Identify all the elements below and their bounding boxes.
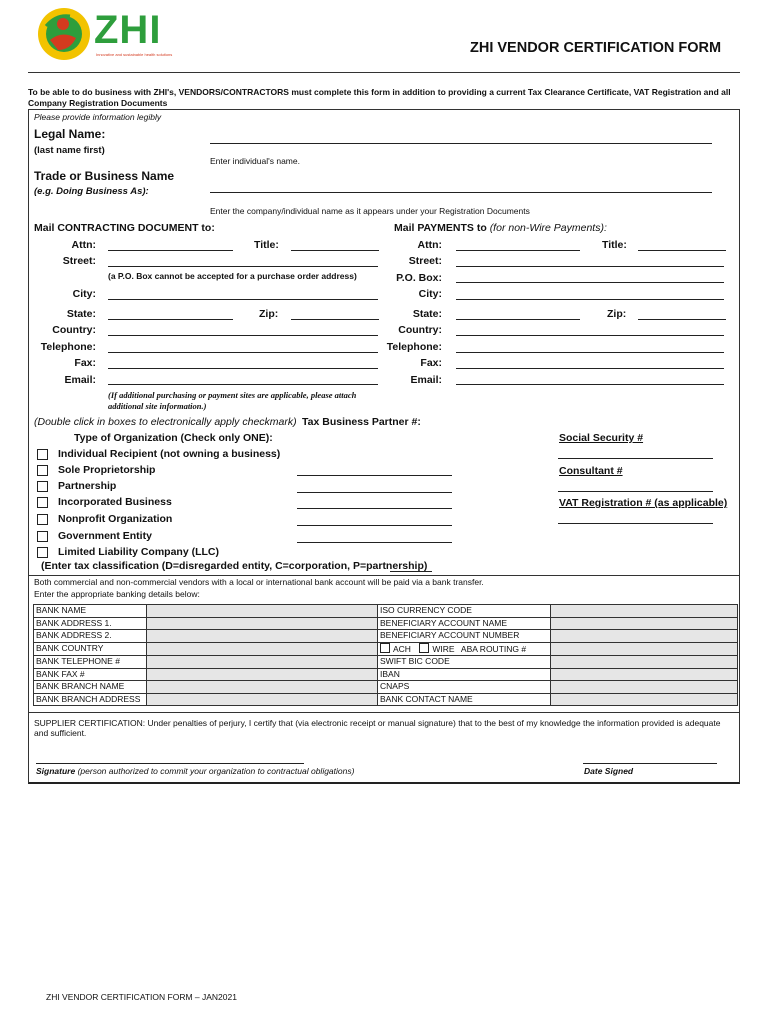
bank-left-label: BANK COUNTRY bbox=[34, 642, 147, 656]
payments-heading-note: (for non-Wire Payments): bbox=[489, 222, 607, 234]
bank-right-value[interactable] bbox=[551, 605, 738, 618]
p-city-label: City: bbox=[418, 288, 442, 300]
bank-left-value[interactable] bbox=[147, 656, 378, 669]
org-option-individual: Individual Recipient (not owning a business) bbox=[58, 448, 281, 460]
org-option-nonprofit: Nonprofit Organization bbox=[58, 513, 173, 525]
tax-partner-field-5[interactable] bbox=[297, 542, 452, 543]
llc-tax-field[interactable] bbox=[390, 571, 432, 572]
bank-table-row bbox=[34, 656, 738, 669]
p-telephone-label: Telephone: bbox=[386, 341, 442, 353]
c-city-field[interactable] bbox=[108, 299, 378, 300]
date-signed-label: Date Signed bbox=[584, 766, 634, 776]
aba-label: ABA ROUTING # bbox=[460, 643, 527, 654]
c-city-label: City: bbox=[72, 288, 96, 300]
c-street-label: Street: bbox=[62, 255, 96, 267]
bank-table-row bbox=[34, 617, 738, 630]
tax-partner-field-4[interactable] bbox=[297, 525, 452, 526]
trade-name-label: Trade or Business Name bbox=[34, 169, 175, 183]
date-signed-field[interactable] bbox=[583, 763, 717, 764]
org-checkbox-government[interactable] bbox=[37, 531, 48, 542]
c-email-label: Email: bbox=[64, 374, 96, 386]
p-state-field[interactable] bbox=[456, 319, 580, 320]
po-note: (a P.O. Box cannot be accepted for a purchase order address) bbox=[108, 271, 357, 281]
llc-tax-note: (Enter tax classification (D=disregarded entity, C=corporation, P=partnership) bbox=[41, 560, 428, 572]
contracting-heading: Mail CONTRACTING DOCUMENT to: bbox=[34, 222, 215, 234]
p-street-label: Street: bbox=[408, 255, 442, 267]
org-option-incorporated: Incorporated Business bbox=[58, 496, 172, 508]
bank-right-label: BENEFICIARY ACCOUNT NAME bbox=[378, 617, 551, 630]
org-checkbox-partnership[interactable] bbox=[37, 481, 48, 492]
org-checkbox-incorporated[interactable] bbox=[37, 497, 48, 508]
p-state-label: State: bbox=[412, 308, 442, 320]
signature-field[interactable] bbox=[36, 763, 304, 764]
bank-right-value[interactable] bbox=[551, 630, 738, 643]
tax-partner-field-2[interactable] bbox=[297, 492, 452, 493]
p-fax-field[interactable] bbox=[456, 368, 724, 369]
logo-mark bbox=[36, 6, 96, 62]
c-title-field[interactable] bbox=[291, 250, 379, 251]
bank-left-value[interactable] bbox=[147, 681, 378, 694]
bank-left-value[interactable] bbox=[147, 693, 378, 706]
c-fax-field[interactable] bbox=[108, 368, 378, 369]
payments-heading bbox=[394, 222, 607, 234]
bank-right-label: IBAN bbox=[378, 668, 551, 681]
c-telephone-label: Telephone: bbox=[40, 341, 96, 353]
bank-table-row bbox=[34, 668, 738, 681]
bank-right-label: ISO CURRENCY CODE bbox=[378, 605, 551, 618]
cert-text: SUPPLIER CERTIFICATION: Under penalties of perjury, I certify that (via electronic receipt or manual signature) that to the best of my knowledge the information provided is adequate and sufficient. bbox=[34, 718, 721, 738]
p-email-label: Email: bbox=[410, 374, 442, 386]
bank-right-label: BENEFICIARY ACCOUNT NUMBER bbox=[378, 630, 551, 643]
c-country-field[interactable] bbox=[108, 335, 378, 336]
additional-sites-note: (If additional purchasing or payment sites are applicable, please attach additional site information.) bbox=[108, 390, 357, 411]
ssn-label-text: Social Security # bbox=[559, 432, 644, 444]
tax-partner-field-1[interactable] bbox=[297, 475, 452, 476]
c-street-field[interactable] bbox=[108, 266, 378, 267]
vat-label-text: VAT Registration # (as applicable) bbox=[559, 497, 728, 509]
org-type-label: Type of Organization (Check only ONE): bbox=[74, 432, 273, 444]
bank-left-value[interactable] bbox=[147, 630, 378, 643]
bank-left-value[interactable] bbox=[147, 668, 378, 681]
bank-right-label bbox=[378, 642, 551, 656]
trade-name-field[interactable] bbox=[210, 192, 712, 193]
dba-label: (e.g. Doing Business As): bbox=[34, 186, 149, 197]
bank-intro-1: Both commercial and non-commercial vendors with a local or international bank account will be paid via a bank transfer. bbox=[34, 577, 484, 587]
p-street-field[interactable] bbox=[456, 266, 724, 267]
bank-table-row bbox=[34, 605, 738, 618]
c-email-field[interactable] bbox=[108, 384, 378, 385]
p-zip-label: Zip: bbox=[607, 308, 627, 320]
org-checkbox-individual[interactable] bbox=[37, 449, 48, 460]
c-zip-field[interactable] bbox=[291, 319, 379, 320]
cert-divider bbox=[28, 712, 739, 713]
p-title-field[interactable] bbox=[638, 250, 726, 251]
bank-left-value[interactable] bbox=[147, 642, 378, 656]
c-state-field[interactable] bbox=[108, 319, 233, 320]
bank-left-value[interactable] bbox=[147, 617, 378, 630]
legal-name-field[interactable] bbox=[210, 143, 712, 144]
footer-text: ZHI VENDOR CERTIFICATION FORM – JAN2021 bbox=[46, 992, 237, 1002]
bank-right-label: BANK CONTACT NAME bbox=[378, 693, 551, 706]
ach-label: ACH bbox=[393, 643, 411, 654]
p-fax-label: Fax: bbox=[420, 357, 442, 369]
form-title: ZHI VENDOR CERTIFICATION FORM bbox=[470, 40, 722, 56]
bank-intro-2: Enter the appropriate banking details below: bbox=[34, 589, 200, 599]
ach-checkbox[interactable] bbox=[380, 643, 390, 653]
org-checkbox-llc[interactable] bbox=[37, 547, 48, 558]
tax-partner-field-3[interactable] bbox=[297, 508, 452, 509]
ssn-field[interactable] bbox=[558, 458, 713, 459]
bank-right-value[interactable] bbox=[551, 656, 738, 669]
bank-left-value[interactable] bbox=[147, 605, 378, 618]
bank-right-value[interactable] bbox=[551, 668, 738, 681]
p-pobox-field[interactable] bbox=[456, 282, 724, 283]
bank-right-value[interactable] bbox=[551, 617, 738, 630]
org-option-llc: Limited Liability Company (LLC) bbox=[58, 546, 220, 558]
bank-left-label: BANK BRANCH ADDRESS bbox=[34, 693, 147, 706]
vat-label bbox=[559, 497, 727, 509]
vat-field[interactable] bbox=[558, 523, 713, 524]
payments-heading-main: Mail PAYMENTS to bbox=[394, 222, 487, 234]
logo bbox=[36, 6, 196, 66]
c-country-label: Country: bbox=[52, 324, 96, 336]
signature-label bbox=[36, 766, 354, 776]
org-option-sole-proprietorship: Sole Proprietorship bbox=[58, 464, 156, 476]
p-email-field[interactable] bbox=[456, 384, 724, 385]
p-pobox-label: P.O. Box: bbox=[396, 272, 442, 284]
bank-left-label: BANK BRANCH NAME bbox=[34, 681, 147, 694]
bank-left-label: BANK TELEPHONE # bbox=[34, 656, 147, 669]
enter-company-hint: Enter the company/individual name as it appears under your Registration Documents bbox=[210, 206, 530, 216]
intro-text: To be able to do business with ZHI's, VENDORS/CONTRACTORS must complete this form in addition to providing a current Tax Clearance Certificate, VAT Registration and all Company Registration Documents bbox=[28, 87, 731, 108]
wire-label: WIRE bbox=[432, 643, 455, 654]
bank-right-label: CNAPS bbox=[378, 681, 551, 694]
double-click-note: (Double click in boxes to electronically apply checkmark) bbox=[34, 416, 297, 428]
bank-right-value[interactable] bbox=[551, 681, 738, 694]
signature-label-main: Signature bbox=[36, 766, 76, 776]
instructions: Please provide information legibly bbox=[34, 112, 162, 122]
c-fax-label: Fax: bbox=[74, 357, 96, 369]
bank-table-row bbox=[34, 642, 738, 656]
bank-left-label: BANK ADDRESS 1. bbox=[34, 617, 147, 630]
bank-table-row bbox=[34, 681, 738, 694]
c-state-label: State: bbox=[66, 308, 96, 320]
bank-left-label: BANK NAME bbox=[34, 605, 147, 618]
p-attn-field[interactable] bbox=[456, 250, 580, 251]
consultant-field[interactable] bbox=[558, 491, 713, 492]
enter-name-hint: Enter individual's name. bbox=[210, 156, 300, 166]
logo-text: ZHI bbox=[94, 8, 162, 52]
p-country-field[interactable] bbox=[456, 335, 724, 336]
wire-checkbox[interactable] bbox=[419, 643, 429, 653]
org-checkbox-nonprofit[interactable] bbox=[37, 514, 48, 525]
bank-table-row bbox=[34, 693, 738, 706]
c-telephone-field[interactable] bbox=[108, 352, 378, 353]
p-country-label: Country: bbox=[398, 324, 442, 336]
consultant-label bbox=[559, 465, 623, 477]
legal-name-label: Legal Name: bbox=[34, 127, 106, 141]
p-zip-field[interactable] bbox=[638, 319, 726, 320]
bank-table-row bbox=[34, 630, 738, 643]
bank-right-value[interactable] bbox=[551, 693, 738, 706]
signature-label-note: (person authorized to commit your organization to contractual obligations) bbox=[77, 766, 355, 776]
c-zip-label: Zip: bbox=[259, 308, 279, 320]
consultant-label-text: Consultant # bbox=[559, 465, 623, 477]
bank-right-value[interactable] bbox=[551, 642, 738, 656]
last-first-label: (last name first) bbox=[34, 145, 105, 156]
p-attn-label: Attn: bbox=[417, 239, 442, 251]
c-attn-field[interactable] bbox=[108, 250, 233, 251]
bank-left-label: BANK FAX # bbox=[34, 668, 147, 681]
p-title-label: Title: bbox=[602, 239, 627, 251]
ssn-label bbox=[559, 432, 643, 444]
logo-tagline: Innovative and sustainable health solutions bbox=[96, 52, 173, 57]
c-title-label: Title: bbox=[254, 239, 279, 251]
org-option-government: Government Entity bbox=[58, 530, 152, 542]
bank-left-label: BANK ADDRESS 2. bbox=[34, 630, 147, 643]
p-telephone-field[interactable] bbox=[456, 352, 724, 353]
bank-right-label: SWIFT BIC CODE bbox=[378, 656, 551, 669]
org-option-partnership: Partnership bbox=[58, 480, 117, 492]
bank-table bbox=[33, 604, 738, 706]
c-attn-label: Attn: bbox=[71, 239, 96, 251]
org-checkbox-sole-proprietorship[interactable] bbox=[37, 465, 48, 476]
tax-partner-label: Tax Business Partner #: bbox=[302, 416, 421, 428]
title-underline bbox=[28, 72, 740, 73]
p-city-field[interactable] bbox=[456, 299, 724, 300]
bank-divider bbox=[28, 575, 739, 576]
